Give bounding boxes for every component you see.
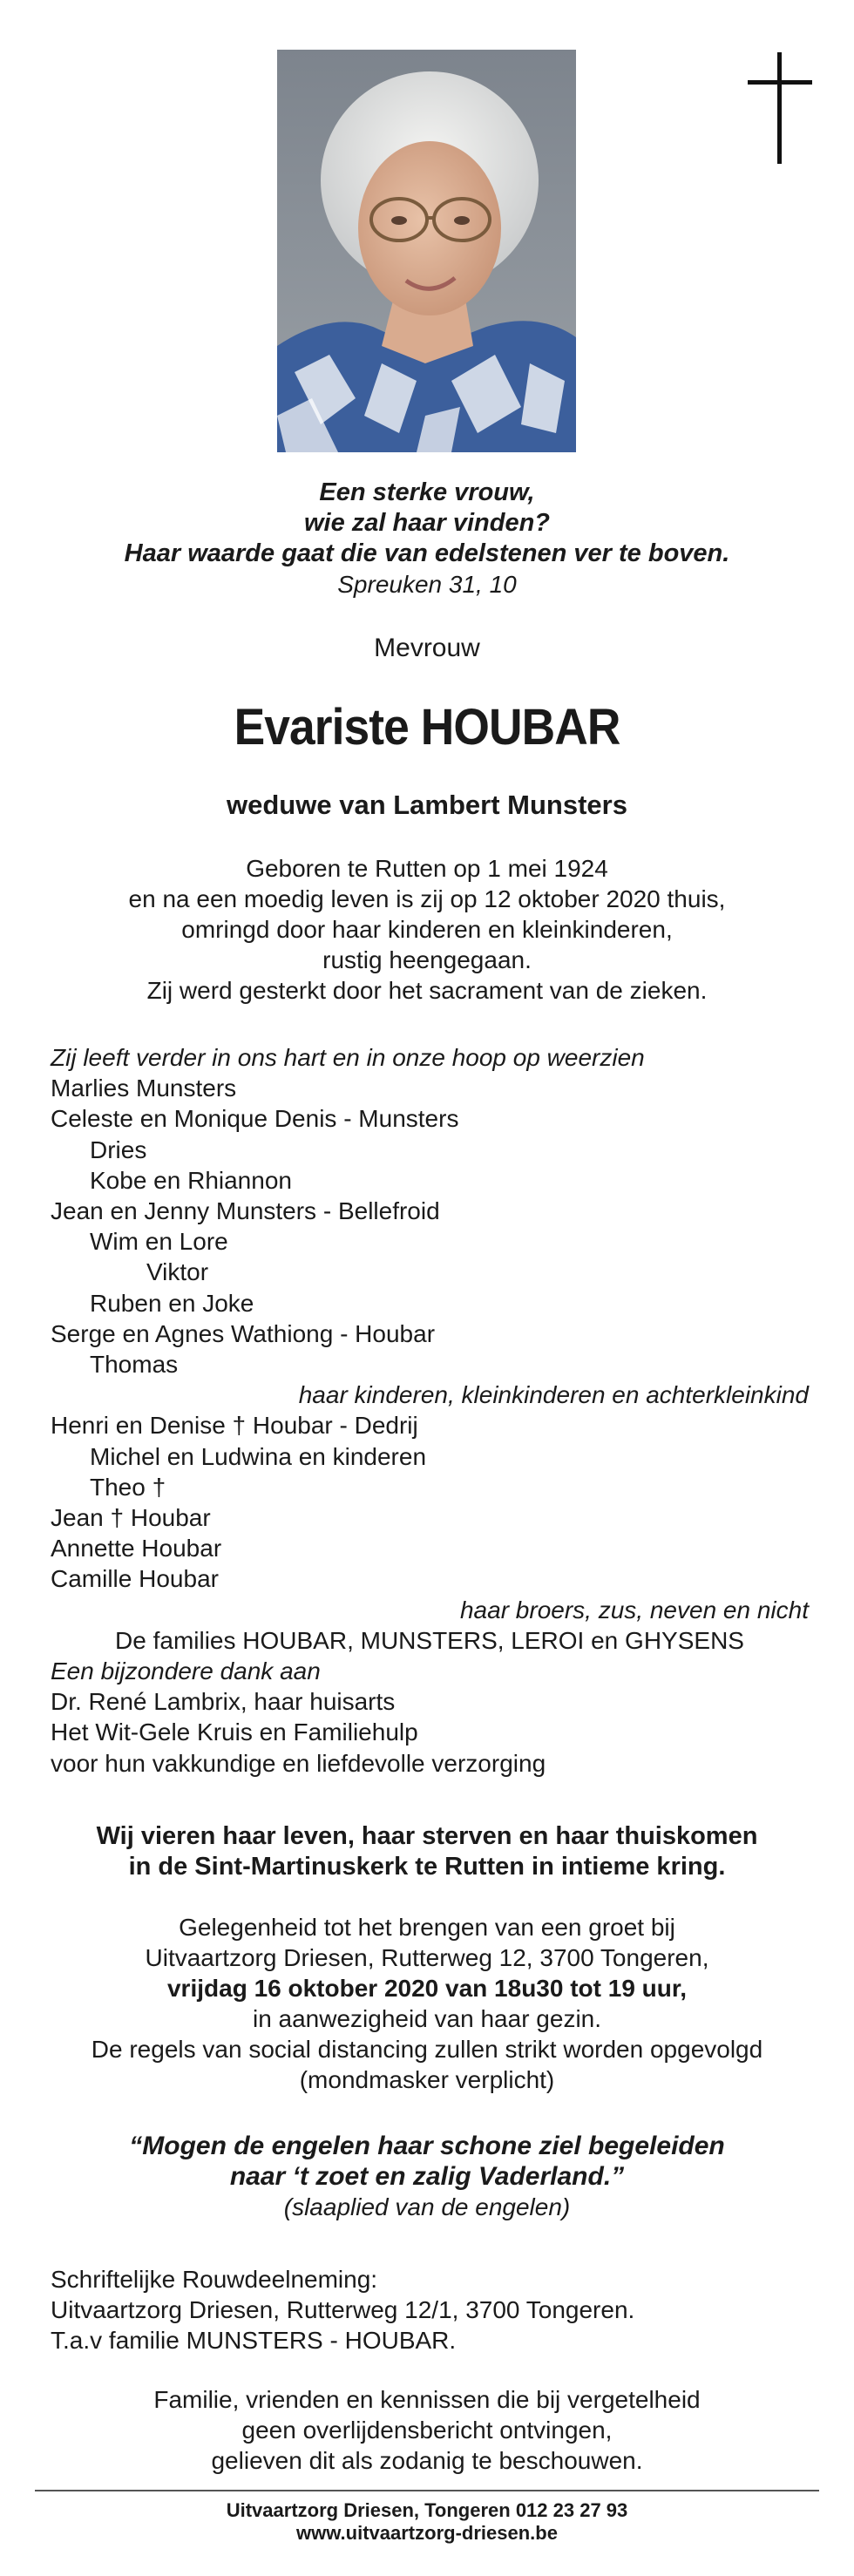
birth-line: en na een moedig leven is zij op 12 oktober 2020 thuis,	[128, 885, 726, 912]
verse-line: Een sterke vrouw,	[319, 478, 535, 506]
birth-line: omringd door haar kinderen en kleinkinderen,	[181, 916, 673, 943]
thanks-line: Dr. René Lambrix, haar huisarts	[51, 1688, 396, 1716]
footer-divider	[35, 2490, 819, 2491]
birth-line: rustig heengegaan.	[322, 946, 532, 973]
notice-line: Familie, vrienden en kennissen die bij vergetelheid	[153, 2386, 701, 2413]
prayer-line: naar ‘t zoet en zalig Vaderland.”	[229, 2162, 625, 2191]
family-member: Michel en Ludwina en kinderen	[90, 1442, 427, 1470]
service-line: Wij vieren haar leven, haar sterven en haar thuiskomen	[96, 1822, 758, 1850]
condolence-line: Schriftelijke Rouwdeelneming:	[51, 2266, 378, 2293]
visitation-line: De regels van social distancing zullen strikt worden opgevolgd	[91, 2036, 763, 2063]
family-member: Marlies Munsters	[51, 1074, 237, 1102]
thanks-line: voor hun vakkundige en liefdevolle verzorging	[51, 1749, 546, 1777]
family-member: Jean en Jenny Munsters - Bellefroid	[51, 1197, 440, 1225]
family-member: Annette Houbar	[51, 1535, 222, 1563]
notice-text	[0, 2384, 854, 2476]
footer	[0, 2499, 854, 2545]
siblings-caption: haar broers, zus, neven en nicht	[459, 1596, 809, 1624]
service-line: in de Sint-Martinuskerk te Rutten in intieme kring.	[128, 1853, 726, 1881]
family-list	[51, 1042, 809, 1779]
children-caption: haar kinderen, kleinkinderen en achterkleinkind	[298, 1381, 809, 1409]
family-member: Serge en Agnes Wathiong - Houbar	[51, 1319, 436, 1347]
widow-of: weduwe van Lambert Munsters	[227, 790, 627, 820]
family-member: Ruben en Joke	[90, 1289, 254, 1317]
visitation-line: (mondmasker verplicht)	[299, 2066, 555, 2093]
portrait-image	[277, 50, 576, 452]
family-intro: Zij leeft verder in ons hart en in onze hoop op weerzien	[51, 1044, 645, 1071]
bible-verse	[0, 478, 854, 569]
notice-line: gelieven dit als zodanig te beschouwen.	[211, 2447, 643, 2474]
verse-line: wie zal haar vinden?	[303, 509, 551, 537]
family-member: Thomas	[90, 1351, 179, 1379]
visitation-details	[0, 1912, 854, 2095]
family-member: Henri en Denise † Houbar - Dedrij	[51, 1412, 418, 1440]
verse-reference: Spreuken 31, 10	[337, 571, 517, 598]
footer-website[interactable]: www.uitvaartzorg-driesen.be	[296, 2522, 558, 2544]
condolence-address	[51, 2264, 809, 2356]
family-member: Theo †	[90, 1473, 166, 1501]
notice-line: geen overlijdensbericht ontvingen,	[241, 2417, 613, 2444]
prayer-reference: (slaaplied van de engelen)	[283, 2193, 571, 2220]
families-line: De families HOUBAR, MUNSTERS, LEROI en GHYSENS	[115, 1626, 744, 1654]
service-announcement	[0, 1821, 854, 1882]
portrait-photo	[277, 50, 576, 452]
birth-death-text	[0, 853, 854, 1006]
thanks-line: Het Wit-Gele Kruis en Familiehulp	[51, 1718, 418, 1746]
prayer-quote	[0, 2131, 854, 2192]
birth-line: Zij werd gesterkt door het sacrament van de zieken.	[146, 977, 708, 1004]
visitation-line: Gelegenheid tot het brengen van een groet bij	[179, 1914, 675, 1941]
family-member: Celeste en Monique Denis - Munsters	[51, 1105, 459, 1133]
family-member: Camille Houbar	[51, 1565, 219, 1593]
title-prefix: Mevrouw	[374, 634, 480, 662]
condolence-line: T.a.v familie MUNSTERS - HOUBAR.	[51, 2327, 457, 2355]
condolence-line: Uitvaartzorg Driesen, Rutterweg 12/1, 3700 Tongeren.	[51, 2296, 635, 2324]
family-member: Kobe en Rhiannon	[90, 1166, 292, 1194]
family-member: Viktor	[146, 1258, 209, 1286]
thanks-intro: Een bijzondere dank aan	[51, 1657, 321, 1685]
visitation-line: Uitvaartzorg Driesen, Rutterweg 12, 3700 Tongeren,	[145, 1944, 709, 1971]
visitation-line: in aanwezigheid van haar gezin.	[252, 2005, 602, 2032]
deceased-name: Evariste HOUBAR	[234, 699, 620, 756]
latin-cross-icon	[748, 52, 812, 164]
birth-line: Geboren te Rutten op 1 mei 1924	[246, 855, 608, 882]
family-member: Jean † Houbar	[51, 1504, 211, 1532]
prayer-line: “Mogen de engelen haar schone ziel begeleiden	[129, 2132, 725, 2160]
family-member: Wim en Lore	[90, 1228, 228, 1256]
family-member: Dries	[90, 1135, 147, 1163]
visitation-date: vrijdag 16 oktober 2020 van 18u30 tot 19 uur,	[166, 1975, 688, 2002]
footer-contact: Uitvaartzorg Driesen, Tongeren 012 23 27 93	[226, 2499, 628, 2521]
verse-line: Haar waarde gaat die van edelstenen ver te boven.	[124, 539, 730, 567]
